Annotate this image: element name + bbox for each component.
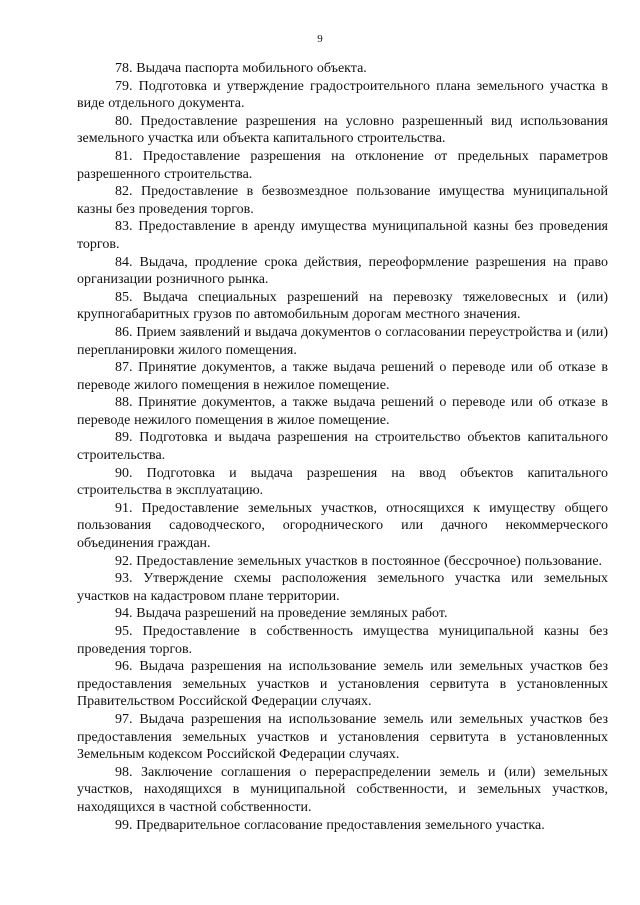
document-body: [77, 60, 608, 834]
list-item: 84. Выдача, продление срока действия, переоформление разрешения на право организации розничного рынка.: [77, 254, 608, 288]
list-item: 82. Предоставление в безвозмездное пользование имущества муниципальной казны без проведения торгов.: [77, 184, 608, 217]
list-item: 78. Выдача паспорта мобильного объекта.: [115, 61, 367, 76]
list-item: 97. Выдача разрешения на использование земель или земельных участков без предоставления земельных участков и установления сервитута в установленных Земельным кодексом Российской Федерации случаях.: [77, 711, 608, 763]
list-item: 80. Предоставление разрешения на условно разрешенный вид использования земельного участка или объекта капитального строительства.: [77, 113, 608, 147]
list-item: 94. Выдача разрешений на проведение земляных работ.: [115, 606, 448, 622]
list-item: 91. Предоставление земельных участков, относящихся к имуществу общего пользования садоводческого, огороднического или дачного некоммерческого объединения граждан.: [77, 500, 608, 552]
list-item: 93. Утверждение схемы расположения земельного участка или земельных участков на кадастровом плане территории.: [77, 571, 608, 604]
list-item: 83. Предоставление в аренду имущества муниципальной казны без проведения торгов.: [77, 219, 608, 252]
list-item: 90. Подготовка и выдача разрешения на ввод объектов капитального строительства в эксплуатацию.: [77, 465, 608, 499]
list-item: 95. Предоставление в собственность имущества муниципальной казны без проведения торгов.: [77, 624, 608, 657]
list-item: 85. Выдача специальных разрешений на перевозку тяжеловесных и (или) крупногабаритных грузов по автомобильным дорогам местного значения.: [77, 289, 608, 323]
list-item: 81. Предоставление разрешения на отклонение от предельных параметров разрешенного строительства.: [77, 148, 608, 182]
list-item: 89. Подготовка и выдача разрешения на строительство объектов капитального строительства.: [77, 430, 608, 464]
list-item: 98. Заключение соглашения о перераспределении земель и (или) земельных участков, находящихся в муниципальной собственности, и земельных участков, находящихся в частной собственности.: [77, 764, 608, 815]
list-item: 88. Принятие документов, а также выдача решений о переводе или об отказе в переводе нежилого помещения в жилое помещение.: [77, 395, 608, 428]
list-item: 79. Подготовка и утверждение градостроительного плана земельного участка в виде отдельного документа.: [77, 78, 608, 112]
list-item: 86. Прием заявлений и выдача документов о согласовании переустройства и (или) перепланировки жилого помещения.: [77, 324, 608, 358]
list-item: 99. Предварительное согласование предоставления земельного участка.: [115, 817, 545, 833]
list-item: 92. Предоставление земельных участков в постоянное (бессрочное) пользование.: [115, 553, 603, 569]
list-item: 87. Принятие документов, а также выдача решений о переводе или об отказе в переводе жилого помещения в нежилое помещение.: [77, 360, 608, 393]
page-number: 9: [317, 33, 323, 45]
list-item: 96. Выдача разрешения на использование земель или земельных участков без предоставления земельных участков и установления сервитута в установленных Правительством Российской Федерации случаях.: [77, 659, 608, 710]
